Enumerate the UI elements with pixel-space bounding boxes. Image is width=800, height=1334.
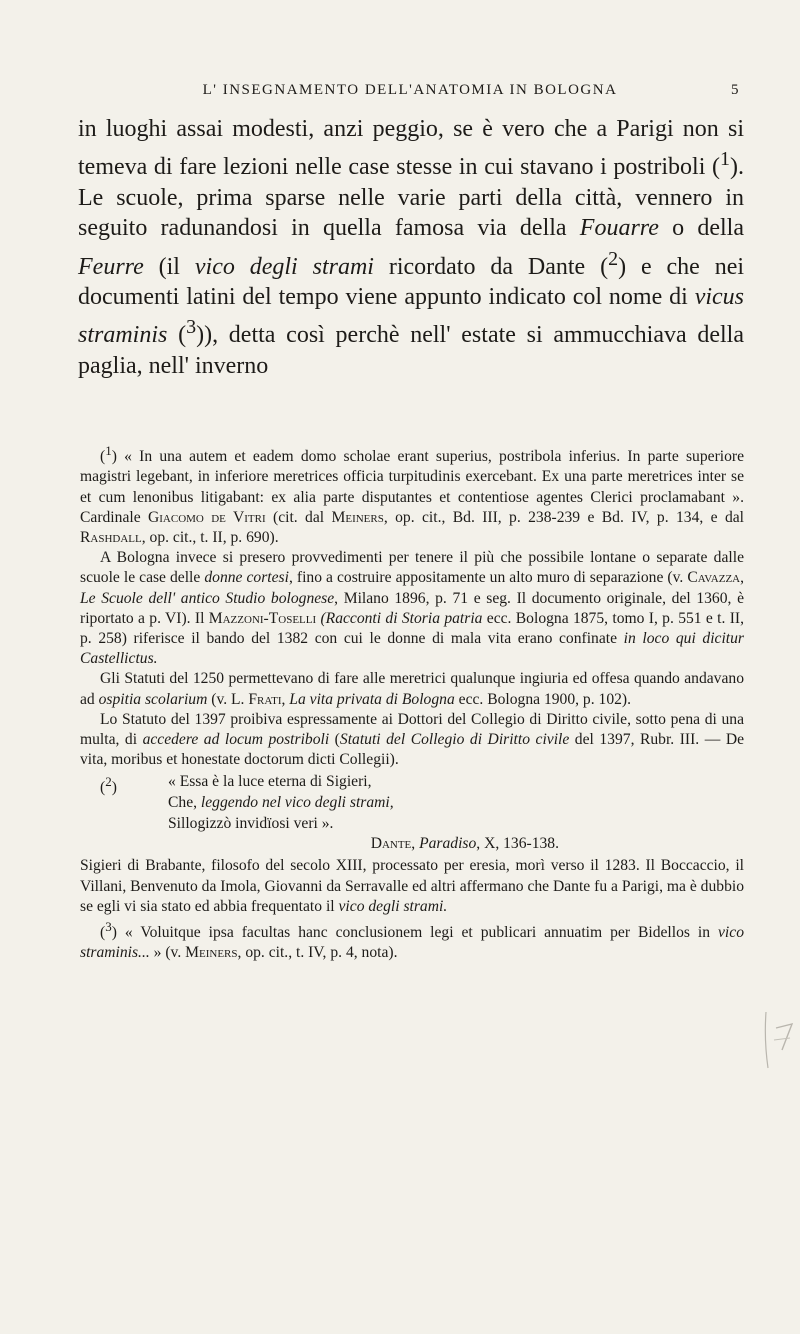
running-header [80,82,740,108]
running-title: L' INSEGNAMENTO DELL'ANATOMIA IN BOLOGNA [202,82,618,98]
pencil-mark-icon [762,1010,796,1070]
verse-lines [168,772,394,834]
footnote-3: ($^3$) « Voluitque ipsa facultas hanc conclusionem legi et publicari annuatim per Bidellos in vico straminis... » (v. Meiners, op. cit., t. IV, p. 4, nota). [80,919,744,962]
verse-line: « Essa è la luce eterna di Sigieri, [168,773,372,791]
main-text [78,114,744,381]
footnote-2-paragraph: Sigieri di Brabante, filosofo del secolo XIII, processato per eresia, morì verso il 1283. Il Boccaccio, il Villani, Benvenuto da Imola, Giovanni da Serravalle ed altri affermano che Dante fu a Parigi, ma è dubbio se egli vi sia stato ed abbia frequentato il vico degli strami. [80,857,744,915]
footnotes [80,441,744,964]
page-number: 5 [731,82,740,98]
footnote-ref: 3 [186,316,197,339]
footnote-ref: 1 [720,148,730,171]
verse-line: Sillogizzò invidïosi veri ». [168,814,334,832]
footnote-1-paragraph: Lo Statuto del 1397 proibiva espressamente ai Dottori del Collegio di Diritto civile, sotto pena di una multa, di accedere ad locum postriboli (Statuti del Collegio di Diritto civile del 1397, Rubr. III. — De vita, moribus et honestate doctorum dicti Collegii). [80,710,744,769]
verse-attribution: Dante, Paradiso, X, 136-138. [370,835,559,853]
footnote-2-verse [80,772,744,834]
body-paragraph: in luoghi assai modesti, anzi peggio, se è vero che a Parigi non si temeva di fare lezioni nelle case stesse in cui stavano i postriboli ($^1$). Le scuole, prima sparse nelle varie parti della città, vennero in seguito radunandosi in quella famosa via della Fouarre o della Feurre (il vico degli strami ricordato da Dante ($^2$) e che nei documenti latini del tempo viene appunto indicato col nome di vicus straminis ($^3$)), detta così perchè nell' estate si ammucchiava della paglia, nell' inverno [78,116,745,379]
footnote-ref: 2 [608,247,619,270]
footnote-2-number: ($^2$) [100,774,117,797]
footnote-1-paragraph: Gli Statuti del 1250 permettevano di fare alle meretrici qualunque ingiuria ed offesa quando andavano ad ospitia scolarium (v. L. Frati, La vita privata di Bologna ecc. Bologna 1900, p. 102). [80,670,744,708]
verse-line: Che, leggendo nel vico degli strami, [168,794,394,812]
footnote-1-paragraph: A Bologna invece si presero provvedimenti per tenere il più che possibile lontane o separate dalle scuole le case delle donne cortesi, fino a costruire appositamente un alto muro di separazione (v. Cavazza, Le Scuole dell' antico Studio bolognese, Milano 1896, p. 71 e seg. Il documento originale, del 1360, è riportato a p. VI). Il Mazzoni-Toselli (Racconti di Storia patria ecc. Bologna 1875, tomo I, p. 551 e t. II, p. 258) riferisce il bando del 1382 con cui le donne di mala vita erano confinate in loco qui dicitur Castellictus. [80,549,745,668]
footnote-1: ($^1$) « In una autem et eadem domo scholae erant superius, postribola inferius. In parte superiore magistri legebant, in inferiore meretrices officia turpitudinis exercebant. Ex una parte meretrices inter se et cum lenonibus litigabant: ex alia parte disputantes et contentiose agentes Clerici proclamabant ». Cardinale Giacomo de Vitri (cit. dal Meiners, op. cit., Bd. III, p. 238-239 e Bd. IV, p. 134, e dal Rashdall, op. cit., t. II, p. 690). [80,443,744,546]
